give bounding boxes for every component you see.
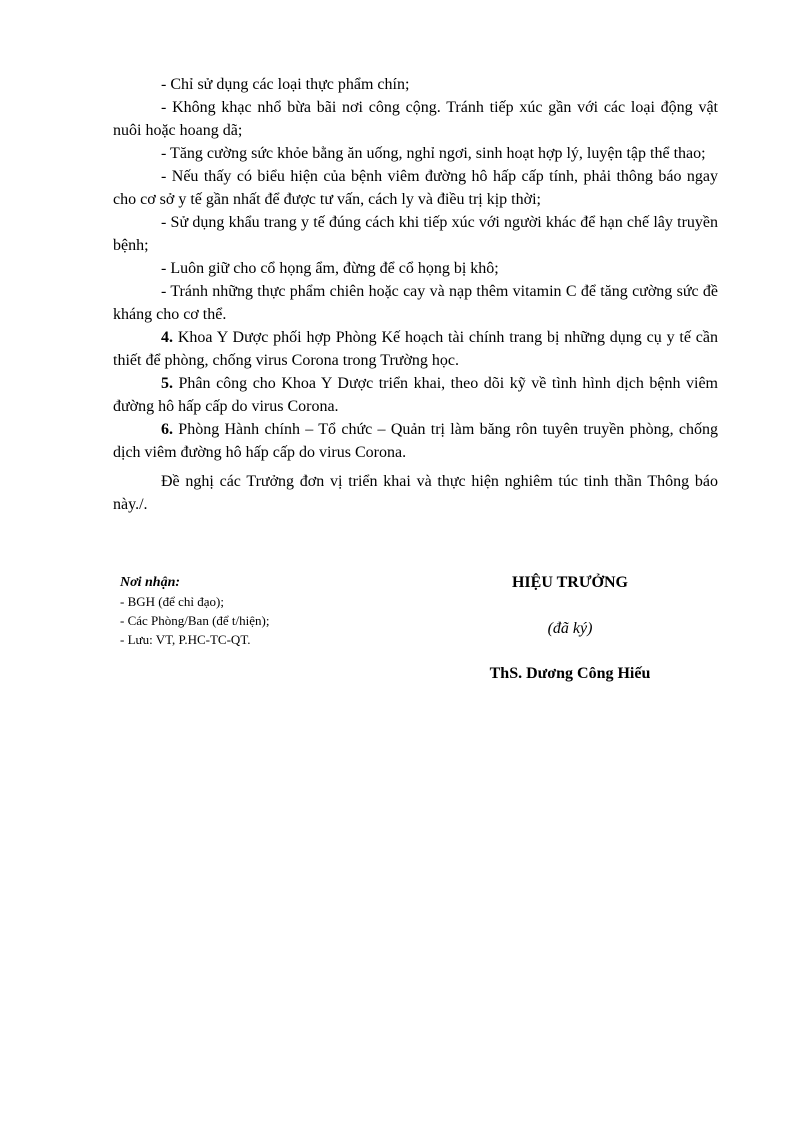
closing-paragraph: Đề nghị các Trưởng đơn vị triển khai và thực hiện nghiêm túc tinh thần Thông báo này./. <box>113 473 718 513</box>
item-6 <box>113 418 718 464</box>
signature-block <box>430 573 710 684</box>
signer-title: HIỆU TRƯỞNG <box>511 574 628 591</box>
item-number: 5. <box>161 375 173 392</box>
bullet-5: - Sử dụng khẩu trang y tế đúng cách khi tiếp xúc với người khác để hạn chế lây truyền bệnh; <box>113 214 718 254</box>
bullet-6: - Luôn giữ cho cổ họng ẩm, đừng để cổ họng bị khô; <box>161 260 499 277</box>
bullet-3: - Tăng cường sức khỏe bằng ăn uống, nghỉ ngơi, sinh hoạt hợp lý, luyện tập thể thao; <box>161 145 706 162</box>
item-number: 6. <box>161 421 173 438</box>
item-text: Phân công cho Khoa Y Dược triển khai, theo dõi kỹ về tình hình dịch bệnh viêm đường hô hấp cấp do virus Corona. <box>113 375 718 415</box>
recipient-line: - BGH (để chỉ đạo); <box>120 594 224 609</box>
recipients-title: Nơi nhận: <box>120 575 181 590</box>
item-4 <box>113 326 718 372</box>
bullet-2: - Không khạc nhổ bừa bãi nơi công cộng. Tránh tiếp xúc gần với các loại động vật nuôi hoặc hoang dã; <box>113 99 718 139</box>
bullet-4: - Nếu thấy có biểu hiện của bệnh viêm đường hô hấp cấp tính, phải thông báo ngay cho cơ sở y tế gần nhất để được tư vấn, cách ly và điều trị kịp thời; <box>113 168 718 208</box>
recipients-block <box>120 573 420 649</box>
bullet-1: - Chỉ sử dụng các loại thực phẩm chín; <box>161 76 410 93</box>
signed-note: (đã ký) <box>547 620 593 637</box>
item-text: Khoa Y Dược phối hợp Phòng Kế hoạch tài chính trang bị những dụng cụ y tế cần thiết để phòng, chống virus Corona trong Trường học. <box>113 329 718 369</box>
item-5 <box>113 372 718 418</box>
bullet-7: - Tránh những thực phẩm chiên hoặc cay và nạp thêm vitamin C để tăng cường sức đề kháng cho cơ thể. <box>113 283 718 323</box>
recipient-line: - Lưu: VT, P.HC-TC-QT. <box>120 632 251 647</box>
recipient-line: - Các Phòng/Ban (để t/hiện); <box>120 613 270 628</box>
body-text <box>113 73 718 516</box>
signer-name: ThS. Dương Công Hiếu <box>489 665 651 682</box>
item-text: Phòng Hành chính – Tổ chức – Quản trị làm băng rôn tuyên truyền phòng, chống dịch viêm đường hô hấp cấp do virus Corona. <box>113 421 718 461</box>
item-number: 4. <box>161 329 173 346</box>
